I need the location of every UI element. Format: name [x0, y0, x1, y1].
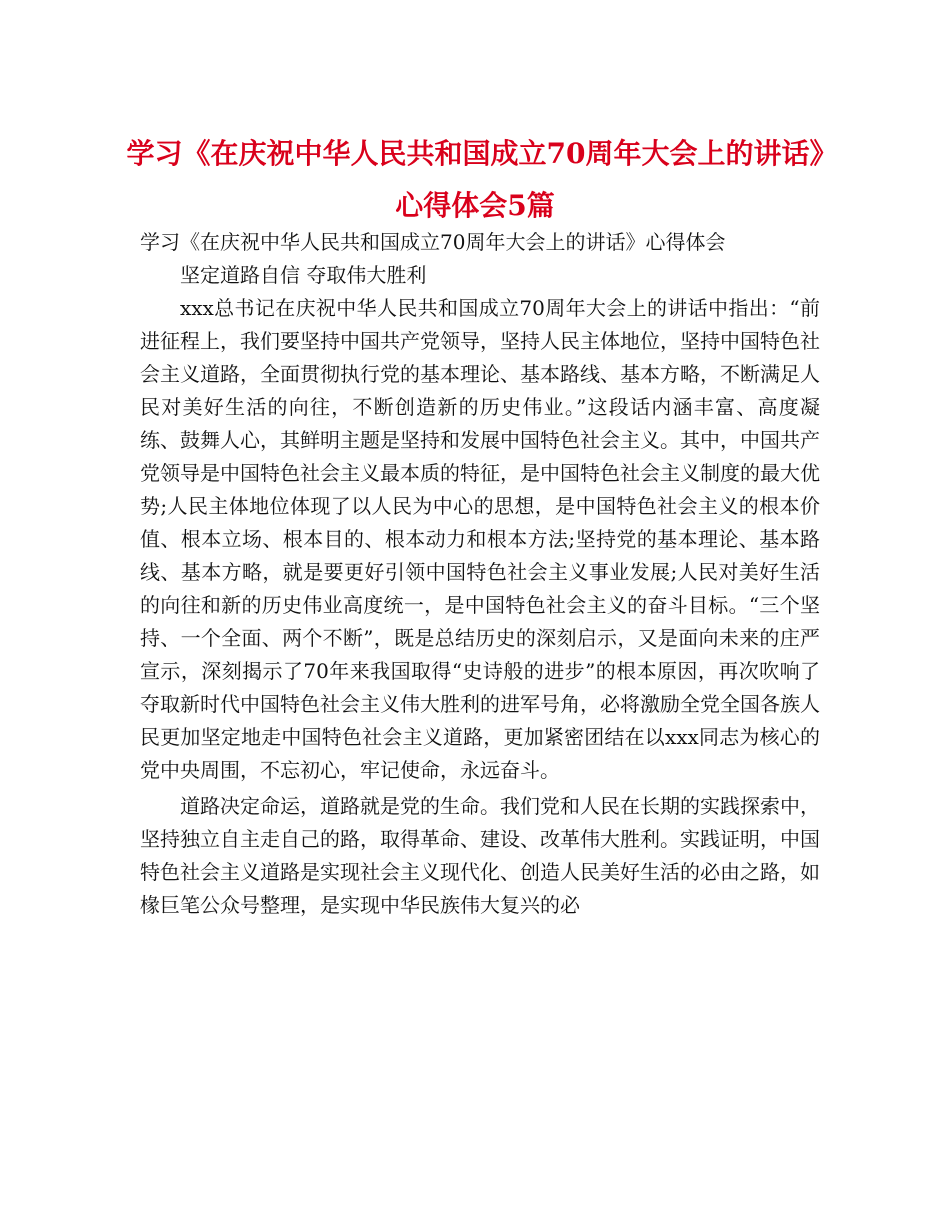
paragraph-1: xxx总书记在庆祝中华人民共和国成立70周年大会上的讲话中指出：“前进征程上，我们要坚持中国共产党领导，坚持人民主体地位，坚持中国特色社会主义道路，全面贯彻执行党的基本理论、基本路线、基本方略，不断满足人民对美好生活的向往，不断创造新的历史伟业。”这段话内涵丰富、高度凝练、鼓舞人心，其鲜明主题是坚持和发展中国特色社会主义。其中，中国共产党领导是中国特色社会主义最本质的特征，是中国特色社会主义制度的最大优势;人民主体地位体现了以人民为中心的思想，是中国特色社会主义的根本价值、根本立场、根本目的、根本动力和根本方法;坚持党的基本理论、基本路线、基本方略，就是要更好引领中国特色社会主义事业发展;人民对美好生活的向往和新的历史伟业高度统一，是中国特色社会主义的奋斗目标。“三个坚持、一个全面、两个不断”，既是总结历史的深刻启示，又是面向未来的庄严宣示，深刻揭示了70年来我国取得“史诗般的进步”的根本原因，再次吹响了夺取新时代中国特色社会主义伟大胜利的进军号角，必将激励全党全国各族人民更加坚定地走中国特色社会主义道路，更加紧密团结在以xxx同志为核心的党中央周围，不忘初心，牢记使命，永远奋斗。: [140, 296, 820, 782]
document-body: [140, 226, 820, 922]
section-heading: 坚定道路自信 夺取伟大胜利: [180, 263, 427, 287]
paragraph-2: 道路决定命运，道路就是党的生命。我们党和人民在长期的实践探索中，坚持独立自主走自己的路，取得革命、建设、改革伟大胜利。实践证明，中国特色社会主义道路是实现社会主义现代化、创造人民美好生活的必由之路，如椽巨笔公众号整理，是实现中华民族伟大复兴的必: [140, 794, 820, 917]
document-title: 学习《在庆祝中华人民共和国成立70周年大会上的讲话》心得体会5篇: [126, 137, 824, 222]
subtitle-line: 学习《在庆祝中华人民共和国成立70周年大会上的讲话》心得体会: [140, 230, 726, 254]
